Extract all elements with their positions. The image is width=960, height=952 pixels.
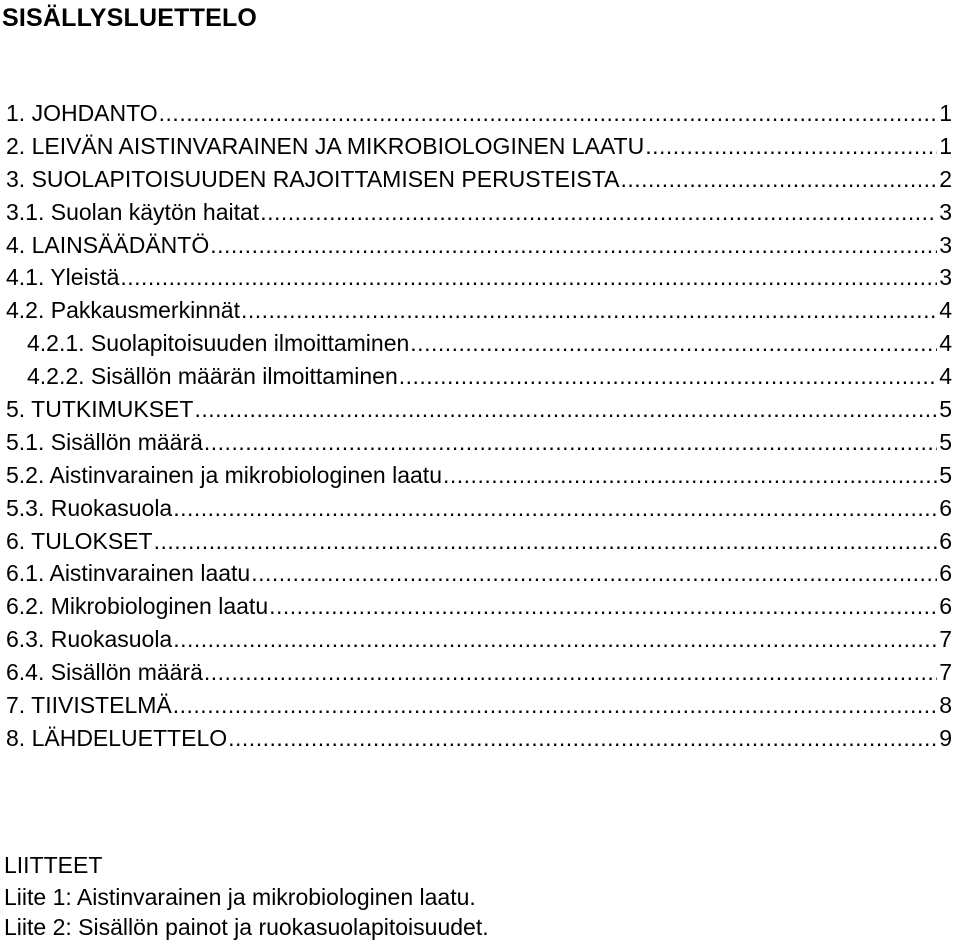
toc-entry-label: 6.3. Ruokasuola	[6, 626, 173, 653]
toc-entry-page: 7	[939, 659, 952, 686]
toc-entry-page: 6	[939, 494, 952, 521]
toc-entry[interactable]	[0, 656, 952, 689]
toc-entry[interactable]	[0, 557, 952, 590]
toc-entry-page: 3	[939, 231, 952, 258]
toc-entry[interactable]	[0, 623, 952, 656]
toc-dot-leader	[194, 393, 937, 426]
toc-entry-page: 6	[939, 560, 952, 587]
toc-entry-label: 4.2.2. Sisällön määrän ilmoittaminen	[27, 363, 398, 390]
toc-entry-label: 4.2.1. Suolapitoisuuden ilmoittaminen	[27, 330, 410, 357]
appendix-list	[4, 883, 489, 942]
toc-entry[interactable]	[0, 229, 952, 262]
toc-entry-label: 7. TIIVISTELMÄ	[6, 692, 172, 719]
toc-entry[interactable]	[0, 722, 952, 755]
toc-entry-label: 5.2. Aistinvarainen ja mikrobiologinen laatu	[6, 461, 442, 488]
toc-entry-page: 4	[939, 330, 952, 357]
toc-entry[interactable]	[0, 393, 952, 426]
toc-dot-leader	[228, 722, 937, 755]
appendix-item[interactable]: Liite 1: Aistinvarainen ja mikrobiologinen laatu.	[4, 884, 476, 910]
toc-dot-leader	[269, 590, 937, 623]
toc-entry-page: 3	[939, 264, 952, 291]
toc-entry-label: 5.1. Sisällön määrä	[6, 428, 203, 455]
toc-entry-label: 8. LÄHDELUETTELO	[6, 724, 228, 751]
toc-entry[interactable]	[0, 459, 952, 492]
toc-entry[interactable]	[0, 130, 952, 163]
toc-dot-leader	[159, 97, 937, 130]
toc-entry-page: 7	[939, 626, 952, 653]
toc-dot-leader	[204, 426, 937, 459]
toc-dot-leader	[645, 130, 937, 163]
toc-dot-leader	[251, 557, 937, 590]
toc-entry-label: 4.1. Yleistä	[6, 264, 120, 291]
toc-entry-label: 6.1. Aistinvarainen laatu	[6, 560, 251, 587]
toc-dot-leader	[173, 492, 937, 525]
toc-dot-leader	[204, 656, 937, 689]
toc-entry-page: 5	[939, 396, 952, 423]
toc-entry-page: 5	[939, 461, 952, 488]
toc-entry-label: 6. TULOKSET	[6, 527, 153, 554]
appendix-title: LIITTEET	[4, 852, 103, 878]
toc-entry-page: 2	[939, 165, 952, 192]
toc-dot-leader	[210, 229, 937, 262]
toc-entry-label: 3.1. Suolan käytön haitat	[6, 198, 260, 225]
toc-entry-label: 6.2. Mikrobiologinen laatu	[6, 593, 269, 620]
toc-entry-label: 2. LEIVÄN AISTINVARAINEN JA MIKROBIOLOGINEN LAATU	[6, 132, 645, 159]
toc-entry[interactable]	[0, 261, 952, 294]
toc-entry-page: 1	[939, 100, 952, 126]
toc-dot-leader	[260, 196, 937, 229]
toc-dot-leader	[620, 163, 937, 196]
toc-entry-label: 5. TUTKIMUKSET	[6, 396, 194, 423]
toc-entry[interactable]	[0, 97, 952, 130]
toc-entry-label: 5.3. Ruokasuola	[6, 494, 173, 521]
toc-entry[interactable]	[0, 525, 952, 558]
toc-entry-page: 5	[939, 428, 952, 455]
toc-dot-leader	[443, 459, 937, 492]
toc-entry[interactable]	[0, 590, 952, 623]
toc-entry-page: 8	[939, 692, 952, 719]
toc-entry-page: 6	[939, 527, 952, 554]
appendix-item[interactable]: Liite 2: Sisällön painot ja ruokasuolapitoisuudet.	[4, 913, 489, 940]
toc-entry-label: 4. LAINSÄÄDÄNTÖ	[6, 231, 210, 258]
toc-entry-page: 3	[939, 198, 952, 225]
toc-entry-page: 1	[939, 132, 952, 159]
toc-entry[interactable]	[0, 294, 952, 327]
toc-entry-page: 9	[939, 724, 952, 751]
toc-dot-leader	[399, 360, 937, 393]
toc-entry-page: 4	[939, 297, 952, 324]
toc-dot-leader	[120, 261, 937, 294]
toc-entry-page: 6	[939, 593, 952, 620]
toc-entry[interactable]	[0, 426, 952, 459]
toc-dot-leader	[241, 294, 937, 327]
toc-dot-leader	[410, 327, 937, 360]
toc-entry-label: 3. SUOLAPITOISUUDEN RAJOITTAMISEN PERUSTEISTA	[6, 165, 620, 192]
toc-dot-leader	[154, 525, 937, 558]
toc-entry[interactable]	[0, 196, 952, 229]
toc-entry[interactable]	[0, 689, 952, 722]
toc-entry[interactable]	[0, 360, 952, 393]
toc-entry-page: 4	[939, 363, 952, 390]
toc-entry-label: 4.2. Pakkausmerkinnät	[6, 297, 240, 324]
toc-entry-label: 1. JOHDANTO	[6, 100, 158, 126]
toc-entry[interactable]	[0, 163, 952, 196]
toc-dot-leader	[173, 689, 937, 722]
toc-title: SISÄLLYSLUETTELO	[2, 4, 258, 32]
toc-entry[interactable]	[0, 327, 952, 360]
toc-list	[0, 97, 952, 755]
toc-entry-label: 6.4. Sisällön määrä	[6, 659, 203, 686]
toc-entry[interactable]	[0, 492, 952, 525]
toc-dot-leader	[173, 623, 937, 656]
